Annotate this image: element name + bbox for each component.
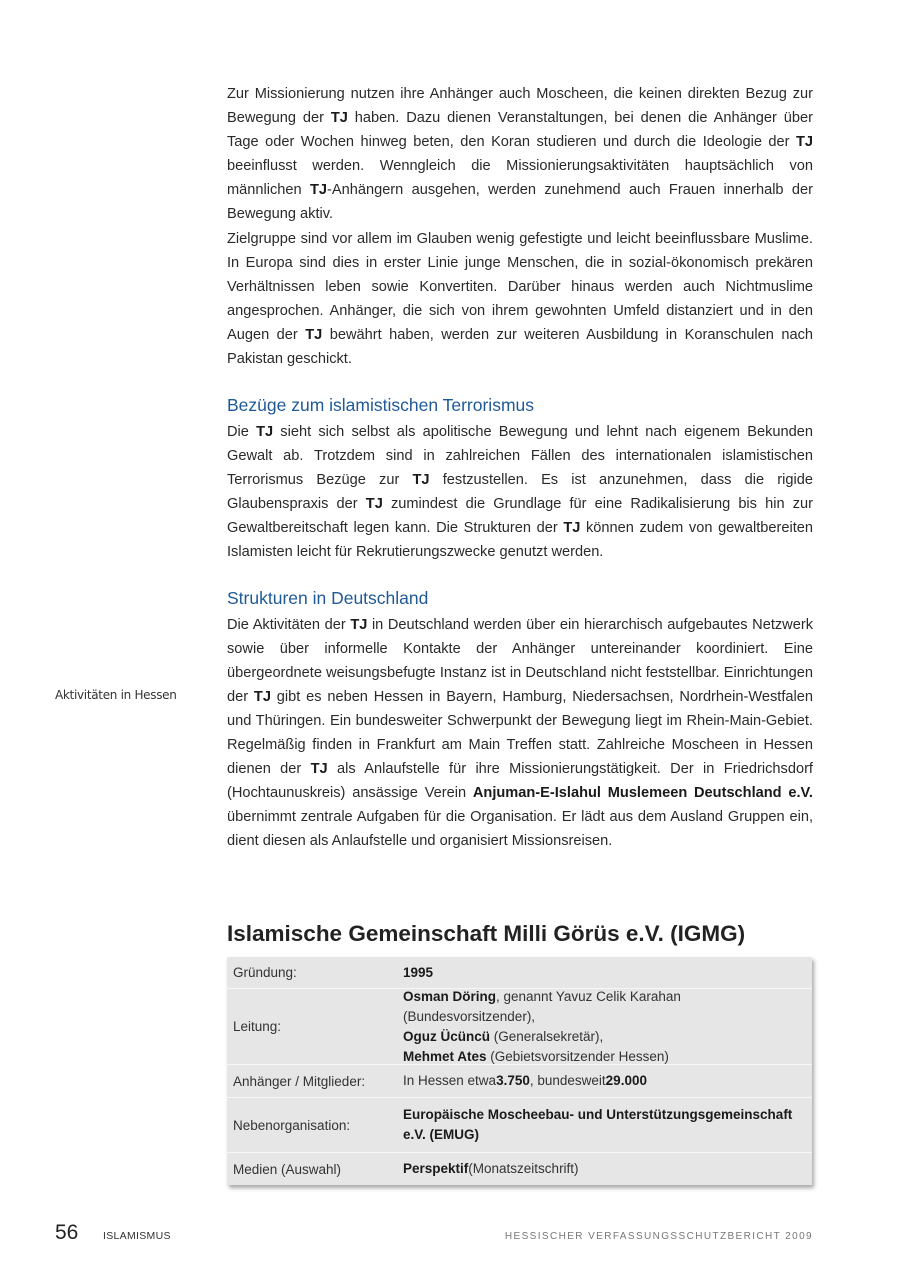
row-label: Anhänger / Mitglieder: (233, 1073, 366, 1089)
margin-note: Aktivitäten in Hessen (55, 688, 177, 702)
profile-row-members (227, 1065, 812, 1098)
profile-row-media (227, 1153, 812, 1185)
row-value: In Hessen etwa 3.750 , bundesweit 29.000 (403, 1073, 647, 1088)
page-number: 56 (55, 1221, 79, 1244)
paragraph-terrorism: Die TJ sieht sich selbst als apolitische Bewegung und lehnt nach eigenem Bekunden Gewalt ab. Trotzdem sind in zahlreichen Fällen des internationalen islamistischen Terrorismus Bezüge zur TJ festzustellen. Es ist anzunehmen, dass die rigide Glaubenspraxis der TJ zumindest die Grundlage für eine Radikalisierung bis hin zur Gewaltbereitschaft legen kann. Die Strukturen der TJ können zudem von gewaltbereiten Islamisten leicht für Rekrutierungszwecke genutzt werden. (227, 424, 814, 560)
paragraph-structures: Die Aktivitäten der TJ in Deutschland werden über ein hierarchisch aufgebautes Netzwerk sowie über informelle Kontakte der Anhänger untereinander koordiniert. Eine übergeordnete weisungsbefugte Instanz ist in Deutschland nicht feststellbar. Einrichtungen der TJ gibt es neben Hessen in Bayern, Hamburg, Niedersachsen, Nordrhein-Westfalen und Thüringen. Ein bundesweiter Schwerpunkt der Bewegung liegt im Rhein-Main-Gebiet. Regelmäßig finden in Frankfurt am Main Treffen statt. Zahlreiche Moscheen in Hessen dienen der TJ als Anlaufstelle für ihre Missionierungstätigkeit. Der in Friedrichsdorf (Hochtaunuskreis) ansässige Verein Anjuman-E-Islahul Muslemeen Deutschland e.V. übernimmt zentrale Aufgaben für die Organisation. Er lädt aus dem Ausland Gruppen ein, dient diesen als Anlaufstelle und organisiert Missionsreisen. (227, 617, 813, 849)
row-value: Perspektif (Monatszeitschrift) (403, 1161, 579, 1176)
profile-row-leadership (227, 989, 812, 1065)
paragraph-missionierung: Zur Missionierung nutzen ihre Anhänger auch Moscheen, die keinen direkten Bezug zur Bewegung der TJ haben. Dazu dienen Veranstaltungen, bei denen die Anhänger über Tage oder Wochen hinweg beten, den Koran studieren und durch die Ideologie der TJ beeinflusst werden. Wenngleich die Missionierungsaktivitäten hauptsächlich von männlichen TJ-Anhängern ausgehen, werden zunehmend auch Frauen innerhalb der Bewegung aktiv. (227, 86, 813, 222)
row-label: Gründung: (233, 965, 297, 980)
paragraph-zielgruppe: Zielgruppe sind vor allem im Glauben wenig gefestigte und leicht beeinflussbare Muslime. In Europa sind dies in erster Linie junge Menschen, die in sozial-ökonomisch prekären Verhältnissen leben sowie Konvertiten. Darüber hinaus werden auch Nichtmuslime angesprochen. Anhänger, die sich von ihrem gewohnten Umfeld distanziert und in den Augen der TJ bewährt haben, werden zur weiteren Ausbildung in Koranschulen nach Pakistan geschickt. (227, 231, 813, 367)
row-label: Medien (Auswahl) (233, 1161, 342, 1177)
heading-structures: Strukturen in Deutschland (227, 588, 429, 608)
row-value: 1995 (403, 964, 434, 980)
row-label: Leitung: (233, 1019, 282, 1034)
row-value: Europäische Moscheebau- und Unterstützungsgemeinschaft e.V. (EMUG) (403, 1107, 793, 1142)
report-title: HESSISCHER VERFASSUNGSSCHUTZBERICHT 2009 (504, 1231, 813, 1242)
profile-table (227, 957, 812, 1185)
profile-row-founding (227, 957, 812, 989)
section-label: ISLAMISMUS (103, 1230, 171, 1242)
row-value: Osman Döring, genannt Yavuz Celik Karahan (Bundesvorsitzender), Oguz Ücüncü (Generalsekretär), Mehmet Ates (Gebietsvorsitzender Hessen) (403, 988, 681, 1064)
section-title-igmg: Islamische Gemeinschaft Milli Görüs e.V. (IGMG) (227, 921, 746, 946)
row-label: Nebenorganisation: (233, 1117, 351, 1133)
profile-row-suborganisation (227, 1098, 812, 1153)
heading-terrorism: Bezüge zum islamistischen Terrorismus (227, 395, 535, 415)
